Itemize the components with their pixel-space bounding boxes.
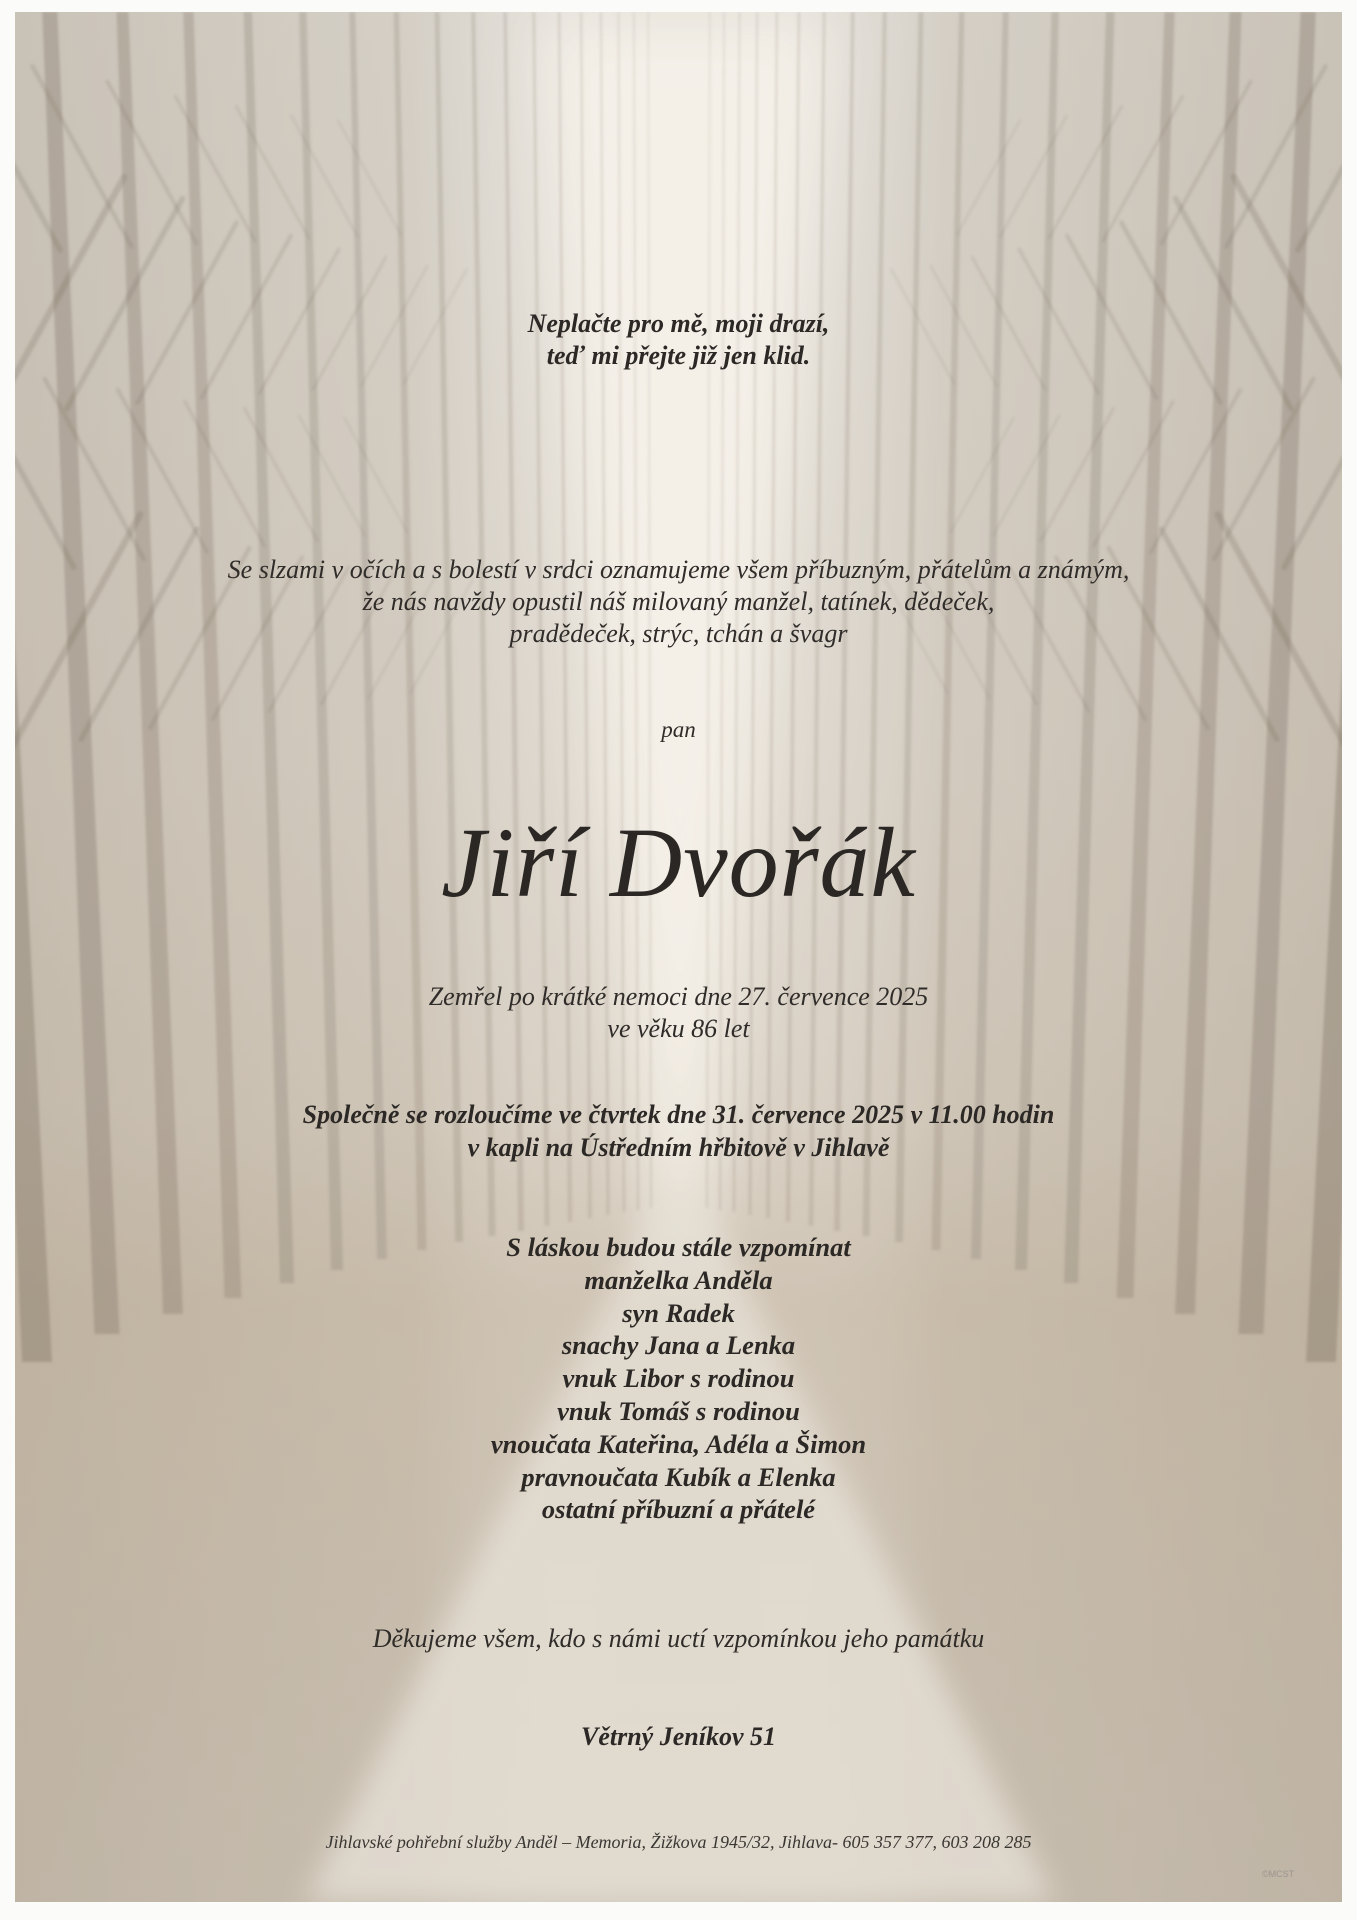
- ceremony-date-line: Společně se rozloučíme ve čtvrtek dne 31. července 2025 v 11.00 hodin: [302, 1100, 1055, 1129]
- footer-text: Jihlavské pohřební služby Anděl – Memoria, Žižkova 1945/32, Jihlava- 605 357 377, 603 208 285: [325, 1832, 1032, 1852]
- death-announcement: [0, 554, 1357, 650]
- forest-avenue-background: [15, 12, 1342, 1902]
- deceased-name-text: Jiří Dvořák: [441, 807, 916, 918]
- thanks-text: Děkujeme všem, kdo s námi uctí vzpomínkou jeho památku: [372, 1624, 985, 1653]
- ceremony-place-line: v kapli na Ústředním hřbitově v Jihlavě: [467, 1133, 890, 1162]
- honorific: [0, 715, 1357, 745]
- mourners-list: [0, 1231, 1357, 1526]
- announcement-line: Se slzami v očích a s bolestí v srdci oznamujeme všem příbuzným, přátelům a známým,: [227, 555, 1130, 584]
- mourner-item: manželka Anděla: [584, 1264, 773, 1295]
- mourner-item: vnoučata Kateřina, Adéla a Šimon: [490, 1428, 867, 1459]
- thanks-line: [0, 1623, 1357, 1655]
- motto-line: Neplačte pro mě, moji drazí,: [527, 309, 830, 338]
- death-date-line: Zemřel po krátké nemoci dne 27. července 2025: [428, 982, 929, 1011]
- wash-overlay: [15, 12, 1342, 1902]
- age-line: ve věku 86 let: [607, 1014, 750, 1043]
- deceased-name: [0, 808, 1357, 918]
- farewell-ceremony: [0, 1098, 1357, 1164]
- mourner-item: snachy Jana a Lenka: [561, 1330, 796, 1361]
- mourner-item: ostatní příbuzní a přátelé: [541, 1494, 816, 1525]
- mourner-item: syn Radek: [622, 1297, 735, 1328]
- family-address: [0, 1721, 1357, 1753]
- motto-line: teď mi přejte již jen klid.: [546, 341, 811, 370]
- motto-verse: [0, 308, 1357, 372]
- copyright-mark: ©MCST: [1262, 1869, 1295, 1879]
- funeral-service-footer: [0, 1830, 1357, 1854]
- honorific-text: pan: [661, 717, 696, 742]
- mourner-item: vnuk Tomáš s rodinou: [557, 1395, 800, 1426]
- announcement-line: že nás navždy opustil náš milovaný manžel, tatínek, dědeček,: [362, 587, 995, 616]
- announcement-line: pradědeček, strýc, tchán a švagr: [509, 619, 848, 648]
- mourner-item: pravnoučata Kubík a Elenka: [521, 1461, 836, 1492]
- mourners-heading: S láskou budou stále vzpomínat: [506, 1232, 851, 1262]
- death-details: [0, 981, 1357, 1045]
- mourner-item: vnuk Libor s rodinou: [562, 1363, 795, 1394]
- address-text: Větrný Jeníkov 51: [581, 1722, 776, 1751]
